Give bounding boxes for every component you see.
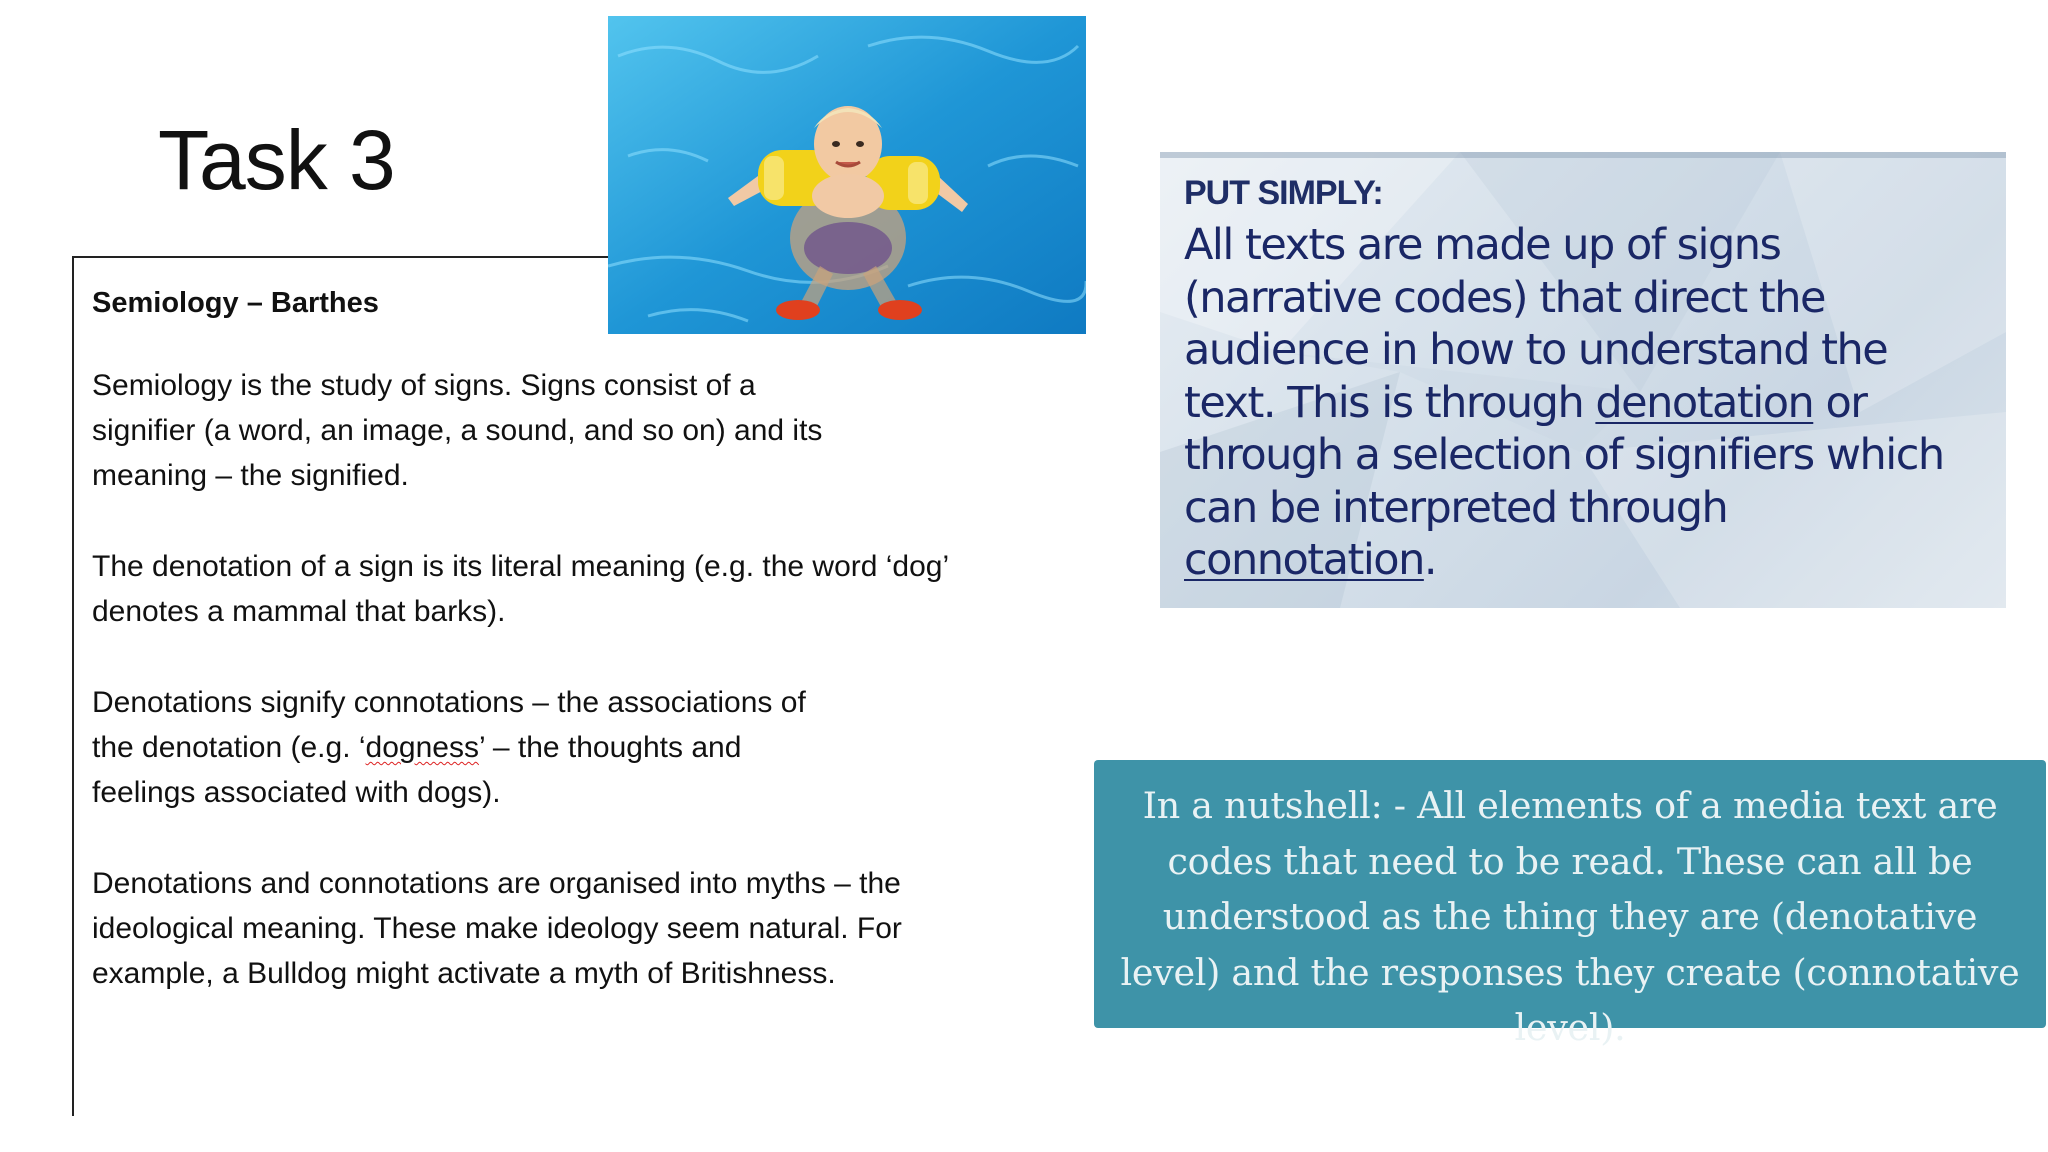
semiology-heading: Semiology – Barthes xyxy=(92,287,379,319)
put-simply-text xyxy=(1184,219,1986,587)
paragraph-connotation xyxy=(92,680,852,815)
paragraph-myths: Denotations and connotations are organised into myths – the ideological meaning. These make ideology seem natural. For example, a Bulldog might activate a myth of Britishness. xyxy=(92,866,902,990)
paragraph-denotation: The denotation of a sign is its literal meaning (e.g. the word ‘dog’ denotes a mammal that barks). xyxy=(92,549,949,628)
connotation-text-end: ’ – the thoughts and feelings associated with dogs). xyxy=(92,730,742,809)
connotation-text-start: Denotations signify connotations – the associations of the denotation (e.g. ‘ xyxy=(92,685,806,764)
in-a-nutshell-panel xyxy=(1094,760,2046,1049)
slide-title: Task 3 xyxy=(158,113,395,207)
connotation-underlined: connotation xyxy=(1184,535,1424,585)
put-simply-panel xyxy=(1160,152,2006,608)
denotation-underlined: denotation xyxy=(1595,377,1814,428)
nutshell-text: In a nutshell: - All elements of a media text are codes that need to be read. These can all be understood as the thing they are (denotative level) and the responses they create (connotative level). xyxy=(1120,784,2020,1049)
semiology-text-box xyxy=(72,256,1052,1116)
put-simply-label: PUT SIMPLY: xyxy=(1184,174,1383,212)
paragraph-semiology-definition: Semiology is the study of signs. Signs consist of a signifier (a word, an image, a sound, and so on) and its meaning – the signified. xyxy=(92,368,823,492)
child-in-pool-photo xyxy=(608,16,1086,334)
misspelled-word: dogness xyxy=(365,730,479,764)
put-simply-text-part1: All texts are made up of signs (narrative codes) that direct the audience in how to understand the text. This is through xyxy=(1184,220,1888,428)
put-simply-text-part3: . xyxy=(1423,535,1437,585)
put-simply-text-part2: or through a selection of signifiers which can be interpreted through xyxy=(1184,377,1944,533)
